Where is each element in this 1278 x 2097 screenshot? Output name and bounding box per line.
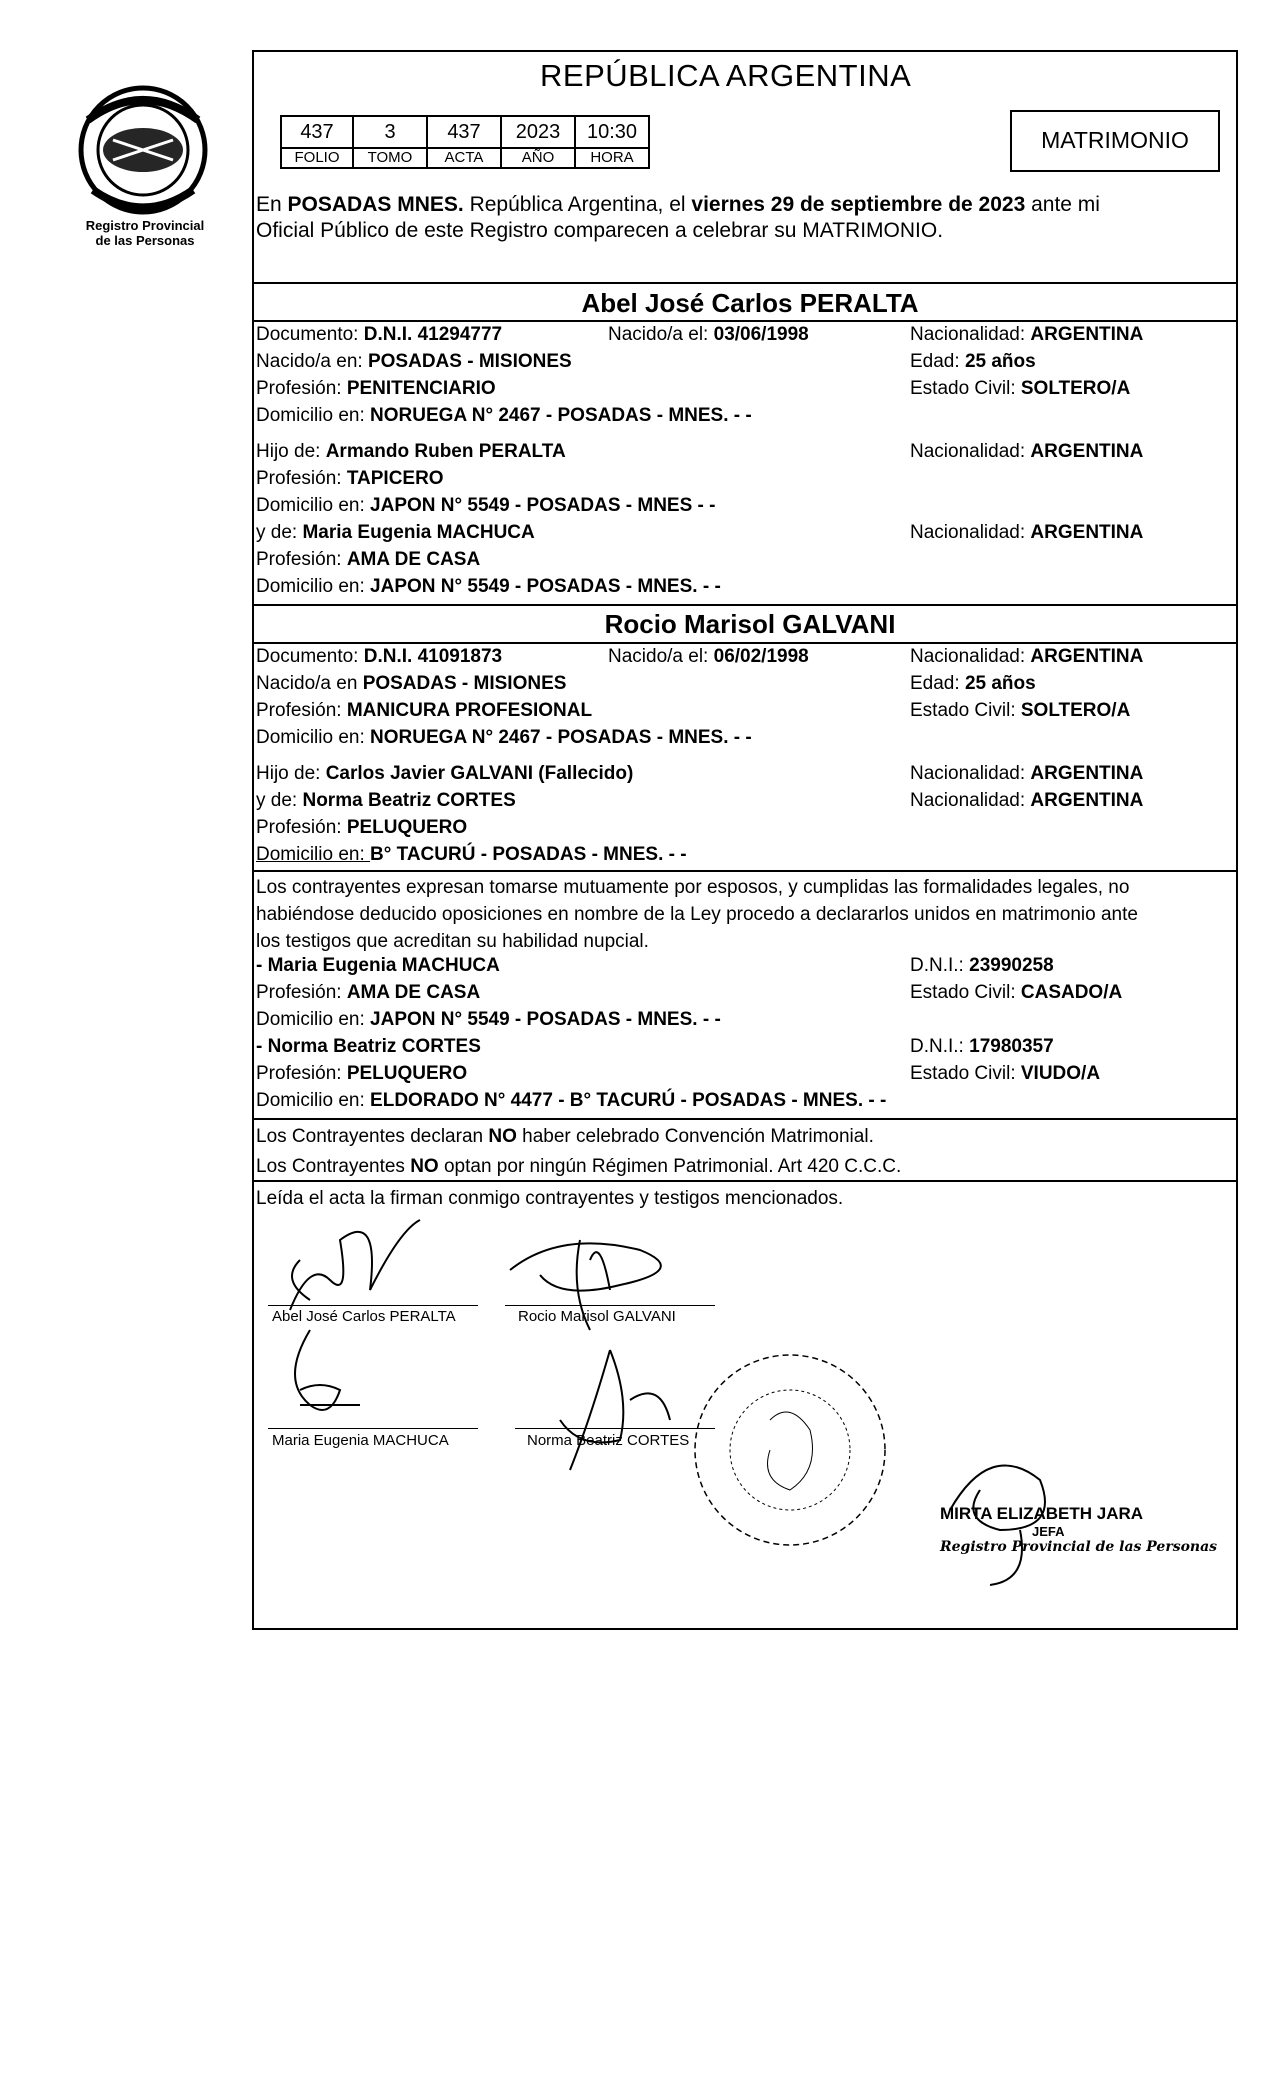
ano-cell bbox=[502, 117, 576, 167]
witness1-civil-row bbox=[910, 982, 1235, 1009]
spouse2-father-label: Hijo de: bbox=[256, 763, 326, 784]
spouse2-doc: D.N.I. 41091873 bbox=[363, 646, 503, 667]
witness2-name-row bbox=[256, 1036, 916, 1063]
registry-label bbox=[60, 218, 230, 248]
witness1-prof-row bbox=[256, 982, 916, 1009]
ano-label: AÑO bbox=[521, 149, 555, 166]
spouse2-born-label: Nacido/a el: bbox=[608, 646, 714, 667]
spouse2-mother-addr: B° TACURÚ - POSADAS - MNES. - - bbox=[370, 844, 687, 865]
witness2-prof-label: Profesión: bbox=[256, 1063, 347, 1084]
spouse1-father-prof-label: Profesión: bbox=[256, 468, 347, 489]
witness1-name: - Maria Eugenia MACHUCA bbox=[256, 955, 500, 976]
spouse2-mother-nat-row bbox=[910, 790, 1235, 817]
spouse2-father: Carlos Javier GALVANI (Fallecido) bbox=[325, 763, 634, 784]
divider-2 bbox=[252, 320, 1238, 322]
spouse1-father-addr-row bbox=[256, 495, 916, 522]
spouse1-right-column bbox=[910, 324, 1235, 549]
spouse2-civil-row bbox=[910, 700, 1235, 727]
declaration-line1: Los contrayentes expresan tomarse mutuamente por esposos, y cumplidas las formalidades legales, no bbox=[256, 877, 1130, 898]
spouse2-age-row bbox=[910, 673, 1235, 700]
spouse1-mother-nat-row bbox=[910, 522, 1235, 549]
intro-place: POSADAS MNES. bbox=[287, 193, 464, 216]
hora-cell bbox=[576, 117, 648, 167]
signature-label-3: Maria Eugenia MACHUCA bbox=[272, 1432, 449, 1449]
witness1-civil: CASADO/A bbox=[1020, 982, 1123, 1003]
spouse2-doc-row bbox=[256, 646, 916, 673]
witness2-dni: 17980357 bbox=[969, 1036, 1054, 1057]
record-number-table bbox=[280, 115, 650, 169]
acta-label: ACTA bbox=[444, 149, 484, 166]
convention-a3: haber celebrado Convención Matrimonial. bbox=[516, 1126, 874, 1147]
hora-value: 10:30 bbox=[576, 117, 648, 149]
spouse1-prof: PENITENCIARIO bbox=[346, 378, 496, 399]
intro-text-1: En bbox=[256, 193, 288, 216]
signature-line-3 bbox=[268, 1428, 478, 1429]
signature-label-2: Rocio Marisol GALVANI bbox=[518, 1308, 676, 1325]
spouse2-father-row bbox=[256, 763, 916, 790]
witness1-addr-label: Domicilio en: bbox=[256, 1009, 371, 1030]
spouse1-civil-label: Estado Civil: bbox=[910, 378, 1021, 399]
spouse2-addr-row bbox=[256, 727, 916, 763]
witness2-addr-row bbox=[256, 1090, 916, 1117]
spouse1-father-nat-label: Nacionalidad: bbox=[910, 441, 1031, 462]
spouse1-born-field bbox=[608, 324, 809, 346]
spouse1-mother-row bbox=[256, 522, 916, 549]
spouse2-age: 25 años bbox=[964, 673, 1036, 694]
convention-line1 bbox=[256, 1122, 1236, 1152]
witness1-name-row bbox=[256, 955, 916, 982]
spouse1-father: Armando Ruben PERALTA bbox=[325, 441, 566, 462]
spouse1-mother-prof-label: Profesión: bbox=[256, 549, 347, 570]
spouse1-father-label: Hijo de: bbox=[256, 441, 326, 462]
spouse2-nat-row bbox=[910, 646, 1235, 673]
divider-7 bbox=[252, 1180, 1238, 1182]
witness1-addr-row bbox=[256, 1009, 916, 1036]
witness1-dni-row bbox=[910, 955, 1235, 982]
witness1-addr: JAPON N° 5549 - POSADAS - MNES. - - bbox=[370, 1009, 721, 1030]
spouse1-addr: NORUEGA N° 2467 - POSADAS - MNES. - - bbox=[370, 405, 752, 426]
spouse1-nat-row bbox=[910, 324, 1235, 351]
page-title: REPÚBLICA ARGENTINA bbox=[540, 58, 912, 93]
official-title: JEFA bbox=[1032, 1524, 1065, 1539]
witness1-dni-label: D.N.I.: bbox=[910, 955, 970, 976]
spouse1-nat: ARGENTINA bbox=[1030, 324, 1144, 345]
convention-a2: NO bbox=[488, 1126, 517, 1147]
witness1-dni: 23990258 bbox=[969, 955, 1054, 976]
spouse2-mother-prof-row bbox=[256, 817, 916, 844]
spouse1-father-row bbox=[256, 441, 916, 468]
witness2-prof: PELUQUERO bbox=[346, 1063, 468, 1084]
convention-b1: Los Contrayentes bbox=[256, 1156, 411, 1177]
spouse1-mother-nat: ARGENTINA bbox=[1030, 522, 1144, 543]
frame-top bbox=[252, 50, 1238, 52]
divider-4 bbox=[252, 642, 1238, 644]
spouse1-addr-row bbox=[256, 405, 916, 441]
signature-line-1 bbox=[268, 1305, 478, 1306]
divider-1 bbox=[252, 282, 1238, 284]
official-block bbox=[940, 1504, 1217, 1555]
convention-b2: NO bbox=[410, 1156, 439, 1177]
acta-value: 437 bbox=[428, 117, 500, 149]
spouse1-mother-addr: JAPON N° 5549 - POSADAS - MNES. - - bbox=[370, 576, 721, 597]
witness2-addr: ELDORADO N° 4477 - B° TACURÚ - POSADAS - MNES. - - bbox=[370, 1090, 887, 1111]
convention-b3: optan por ningún Régimen Patrimonial. Art 420 C.C.C. bbox=[438, 1156, 902, 1177]
spouse2-birthplace: POSADAS - MISIONES bbox=[362, 673, 567, 694]
witnesses-right-column bbox=[910, 955, 1235, 1090]
intro-date: viernes 29 de septiembre de 2023 bbox=[691, 193, 1026, 216]
spouse1-born: 03/06/1998 bbox=[713, 324, 809, 345]
spouse1-mother-label: y de: bbox=[256, 522, 303, 543]
spouse1-father-addr: JAPON N° 5549 - POSADAS - MNES - - bbox=[370, 495, 716, 516]
intro-paragraph bbox=[256, 192, 1236, 244]
convention-a1: Los Contrayentes declaran bbox=[256, 1126, 489, 1147]
ano-value: 2023 bbox=[502, 117, 574, 149]
frame-left bbox=[252, 50, 254, 1630]
witness2-civil-row bbox=[910, 1063, 1235, 1090]
spouse2-mother: Norma Beatriz CORTES bbox=[302, 790, 516, 811]
convention-line2 bbox=[256, 1152, 1236, 1182]
declaration-paragraph bbox=[256, 874, 1236, 955]
spouse1-prof-label: Profesión: bbox=[256, 378, 347, 399]
declaration-line2: habiéndose deducido oposiciones en nombre de la Ley procedo a declararlos unidos en matrimonio ante bbox=[256, 904, 1138, 925]
official-round-stamp bbox=[680, 1340, 900, 1560]
tomo-cell bbox=[354, 117, 428, 167]
acta-cell bbox=[428, 117, 502, 167]
spouse2-doc-label: Documento: bbox=[256, 646, 364, 667]
spouse1-father-nat-row bbox=[910, 441, 1235, 468]
spouse1-birthplace: POSADAS - MISIONES bbox=[367, 351, 572, 372]
spouse1-nat-label: Nacionalidad: bbox=[910, 324, 1031, 345]
frame-bottom bbox=[252, 1628, 1238, 1630]
witness1-prof: AMA DE CASA bbox=[346, 982, 481, 1003]
spouse2-mother-addr-label: Domicilio en: bbox=[256, 844, 371, 865]
witness2-addr-label: Domicilio en: bbox=[256, 1090, 371, 1111]
intro-line2: Oficial Público de este Registro comparecen a celebrar su MATRIMONIO. bbox=[256, 219, 944, 242]
spouse1-age: 25 años bbox=[964, 351, 1036, 372]
spouse2-civil-label: Estado Civil: bbox=[910, 700, 1021, 721]
frame-right bbox=[1236, 50, 1238, 1630]
spouse2-born: 06/02/1998 bbox=[713, 646, 809, 667]
spouse1-father-addr-label: Domicilio en: bbox=[256, 495, 371, 516]
registry-label-line2: de las Personas bbox=[95, 233, 195, 248]
spouse1-father-prof-row bbox=[256, 468, 916, 495]
witness2-civil-label: Estado Civil: bbox=[910, 1063, 1021, 1084]
spouse2-civil: SOLTERO/A bbox=[1020, 700, 1131, 721]
spouse2-birthplace-row bbox=[256, 673, 916, 700]
spouse1-doc-row bbox=[256, 324, 916, 351]
divider-3 bbox=[252, 604, 1238, 606]
spouse1-doc: D.N.I. 41294777 bbox=[363, 324, 503, 345]
spouse1-age-label: Edad: bbox=[910, 351, 965, 372]
provincial-seal-logo bbox=[68, 80, 218, 230]
spouse2-father-nat: ARGENTINA bbox=[1030, 763, 1144, 784]
spouse2-left-column bbox=[256, 646, 916, 871]
official-org: Registro Provincial de las Personas bbox=[940, 1539, 1218, 1555]
spouse2-mother-addr-row bbox=[256, 844, 916, 871]
spouse2-nat-label: Nacionalidad: bbox=[910, 646, 1031, 667]
spouse2-mother-prof: PELUQUERO bbox=[346, 817, 468, 838]
spouse2-mother-prof-label: Profesión: bbox=[256, 817, 347, 838]
signature-line-2 bbox=[505, 1305, 715, 1306]
spouse1-mother-prof-row bbox=[256, 549, 916, 576]
record-type-box: MATRIMONIO bbox=[1010, 110, 1220, 172]
witness2-dni-row bbox=[910, 1036, 1235, 1063]
witness2-dni-label: D.N.I.: bbox=[910, 1036, 970, 1057]
folio-cell bbox=[282, 117, 354, 167]
spouse2-addr: NORUEGA N° 2467 - POSADAS - MNES. - - bbox=[370, 727, 752, 748]
signature-4 bbox=[540, 1340, 700, 1480]
intro-text-2: República Argentina, el bbox=[463, 193, 692, 216]
spouse1-birthplace-row bbox=[256, 351, 916, 378]
signature-3 bbox=[270, 1320, 390, 1430]
witness2-prof-row bbox=[256, 1063, 916, 1090]
spouse1-name: Abel José Carlos PERALTA bbox=[581, 288, 919, 318]
closing-text: Leída el acta la firman conmigo contrayentes y testigos mencionados. bbox=[256, 1188, 844, 1209]
spouse1-civil-row bbox=[910, 378, 1235, 405]
spouse1-father-nat: ARGENTINA bbox=[1030, 441, 1144, 462]
witness1-civil-label: Estado Civil: bbox=[910, 982, 1021, 1003]
spouse2-mother-nat-label: Nacionalidad: bbox=[910, 790, 1031, 811]
spouse1-prof-row bbox=[256, 378, 916, 405]
declaration-line3: los testigos que acreditan su habilidad nupcial. bbox=[256, 931, 649, 952]
spouse1-age-row bbox=[910, 351, 1235, 378]
tomo-value: 3 bbox=[354, 117, 426, 149]
spouse2-prof: MANICURA PROFESIONAL bbox=[346, 700, 593, 721]
divider-5 bbox=[252, 870, 1238, 872]
spouse1-birthplace-label: Nacido/a en: bbox=[256, 351, 368, 372]
witnesses-left-column bbox=[256, 955, 916, 1117]
divider-6 bbox=[252, 1118, 1238, 1120]
intro-line1 bbox=[256, 192, 1236, 218]
spouse2-age-label: Edad: bbox=[910, 673, 965, 694]
spouse2-mother-label: y de: bbox=[256, 790, 303, 811]
spouse2-prof-label: Profesión: bbox=[256, 700, 347, 721]
official-name: MIRTA ELIZABETH JARA bbox=[940, 1504, 1144, 1523]
spouse1-mother-addr-row bbox=[256, 576, 916, 603]
spouse1-mother-addr-label: Domicilio en: bbox=[256, 576, 371, 597]
spouse1-born-label: Nacido/a el: bbox=[608, 324, 714, 345]
witness1-prof-label: Profesión: bbox=[256, 982, 347, 1003]
spouse2-prof-row bbox=[256, 700, 916, 727]
folio-value: 437 bbox=[282, 117, 352, 149]
intro-text-3: ante mi bbox=[1025, 193, 1100, 216]
tomo-label: TOMO bbox=[367, 149, 413, 166]
spouse1-left-column bbox=[256, 324, 916, 603]
spouse2-name: Rocio Marisol GALVANI bbox=[604, 609, 896, 639]
signature-label-4: Norma Beatriz CORTES bbox=[527, 1432, 690, 1449]
spouse1-mother: Maria Eugenia MACHUCA bbox=[302, 522, 535, 543]
spouse1-mother-nat-label: Nacionalidad: bbox=[910, 522, 1031, 543]
folio-label: FOLIO bbox=[294, 149, 340, 166]
spouse2-addr-label: Domicilio en: bbox=[256, 727, 371, 748]
spouse2-born-field bbox=[608, 646, 809, 668]
signature-label-1: Abel José Carlos PERALTA bbox=[272, 1308, 456, 1325]
witness2-name: - Norma Beatriz CORTES bbox=[256, 1036, 481, 1057]
spouse1-mother-prof: AMA DE CASA bbox=[346, 549, 481, 570]
convention-lines bbox=[256, 1122, 1236, 1182]
spouse2-nat: ARGENTINA bbox=[1030, 646, 1144, 667]
spouse1-addr-label: Domicilio en: bbox=[256, 405, 371, 426]
spouse1-father-prof: TAPICERO bbox=[346, 468, 444, 489]
spouse2-father-nat-label: Nacionalidad: bbox=[910, 763, 1031, 784]
spouse2-right-column bbox=[910, 646, 1235, 817]
spouse1-civil: SOLTERO/A bbox=[1020, 378, 1131, 399]
hora-label: HORA bbox=[590, 149, 634, 166]
spouse2-father-nat-row bbox=[910, 763, 1235, 790]
witness2-civil: VIUDO/A bbox=[1020, 1063, 1101, 1084]
registry-label-line1: Registro Provincial bbox=[85, 218, 205, 233]
spouse2-mother-row bbox=[256, 790, 916, 817]
spouse2-birthplace-label: Nacido/a en bbox=[256, 673, 363, 694]
spouse1-doc-label: Documento: bbox=[256, 324, 364, 345]
spouse2-mother-nat: ARGENTINA bbox=[1030, 790, 1144, 811]
